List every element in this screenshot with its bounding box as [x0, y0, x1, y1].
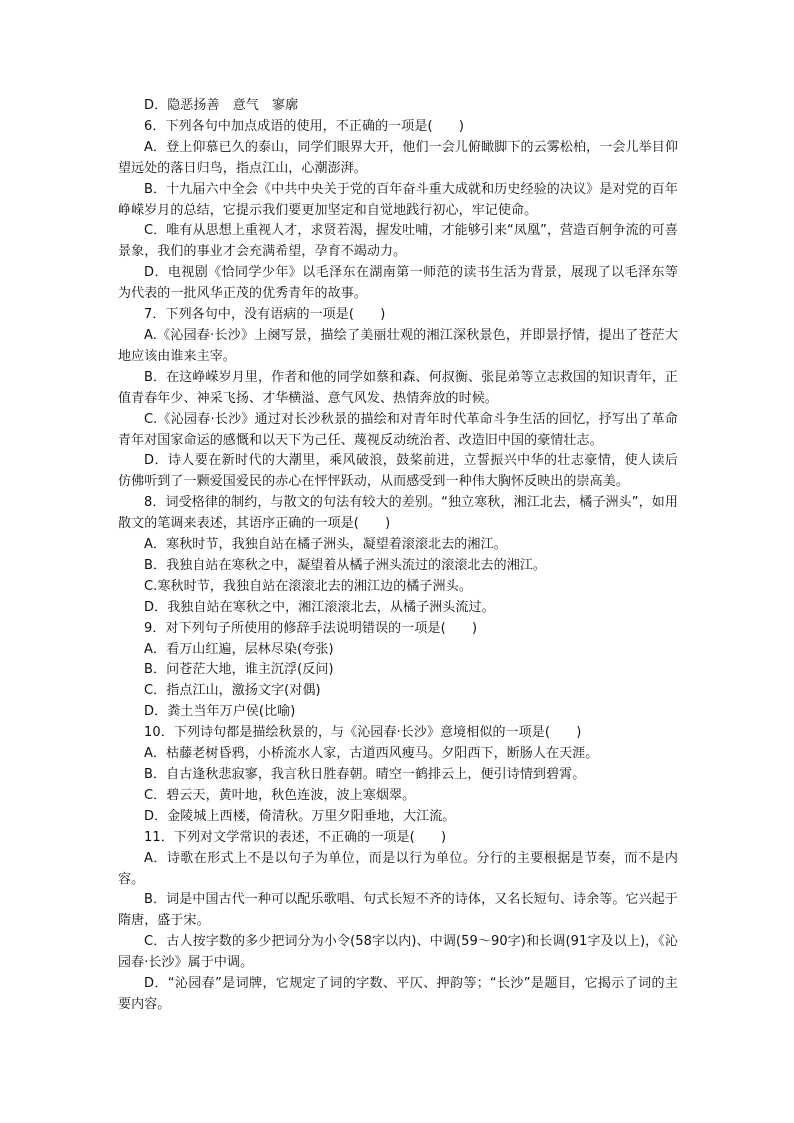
- option-8d: D．我独自站在寒秋之中，湘江滚滚北去，从橘子洲头流过。: [144, 599, 495, 615]
- option-10b: B．自古逢秋悲寂寥，我言秋日胜春朝。晴空一鹤排云上，便引诗情到碧霄。: [144, 767, 586, 782]
- option-11c: C．古人按字数的多少把词分为小令(58字以内)、中调(59～90字)和长调(91字及以上)，《沁园春·长沙》属于中调。: [118, 934, 678, 971]
- option-9a: A．看万山红遍，层林尽染(夸张): [144, 641, 334, 657]
- question-10: 10．下列诗句都是描绘秋景的，与《沁园春·长沙》意境相似的一项是( ): [144, 725, 582, 741]
- option-6d: D．电视剧《恰同学少年》以毛泽东在湖南第一师范的读书生活为背景，展现了以毛泽东等为代表的一批风华正茂的优秀青年的故事。: [118, 265, 678, 302]
- option-11d: D．“沁园春”是词牌，它规定了词的字数、平仄、押韵等；“长沙”是题目，它揭示了词的主要内容。: [118, 976, 678, 1012]
- question-11: 11．下列对文学常识的表述，不正确的一项是( ): [144, 829, 447, 845]
- option-9b: B．问苍茫大地，谁主沉浮(反问): [144, 662, 334, 678]
- question-8: 8．词受格律的制约，与散文的句法有较大的差别。“独立寒秋，湘江北去，橘子洲头”，如用散文的笔调来表述，其语序正确的一项是( ): [118, 495, 678, 532]
- option-6c: C．唯有从思想上重视人才，求贤若渴，握发吐哺，才能够引来“凤凰”，营造百舸争流的可喜景象，我们的事业才会充满希望，孕育不竭动力。: [118, 223, 678, 260]
- option-9d: D．粪土当年万户侯(比喻): [144, 704, 296, 720]
- option-8c: C.寒秋时节，我独自站在滚滚北去的湘江边的橘子洲头。: [144, 578, 472, 594]
- document-body: [118, 96, 678, 1016]
- option-7b: B．在这峥嵘岁月里，作者和他的同学如蔡和森、何叔衡、张昆弟等立志救国的知识青年，正值青春年少、神采飞扬、才华横溢、意气风发、热情奔放的时候。: [118, 369, 678, 406]
- option-10a: A．枯藤老树昏鸦，小桥流水人家，古道西风瘦马。夕阳西下，断肠人在天涯。: [144, 746, 599, 762]
- option-11b: B．词是中国古代一种可以配乐歌唱、句式长短不齐的诗体，又名长短句、诗余等。它兴起于隋唐，盛于宋。: [118, 892, 678, 929]
- option-5d: D．隐恶扬善 意气 寥廓: [144, 98, 299, 113]
- option-7c: C.《沁园春·长沙》通过对长沙秋景的描绘和对青年时代革命斗争生活的回忆，抒写出了革命青年对国家命运的感慨和以天下为己任、蔑视反动统治者、改造旧中国的豪情壮志。: [118, 411, 678, 448]
- question-9: 9．对下列句子所使用的修辞手法说明错误的一项是( ): [144, 620, 478, 636]
- option-8b: B．我独自站在寒秋之中，凝望着从橘子洲头流过的滚滚北去的湘江。: [144, 557, 547, 573]
- option-9c: C．指点江山，激扬文字(对偶): [144, 683, 321, 699]
- option-6b: B．十九届六中全会《中共中央关于党的百年奋斗重大成就和历史经验的决议》是对党的百年峥嵘岁月的总结，它提示我们要更加坚定和自觉地践行初心，牢记使命。: [118, 181, 678, 218]
- option-7a: A.《沁园春·长沙》上阕写景，描绘了美丽壮观的湘江深秋景色，并即景抒情，提出了苍茫大地应该由谁来主宰。: [118, 327, 678, 364]
- option-11a: A．诗歌在形式上不是以句子为单位，而是以行为单位。分行的主要根据是节奏，而不是内容。: [118, 850, 678, 887]
- question-6: 6．下列各句中加点成语的使用，不正确的一项是( ): [144, 118, 465, 134]
- option-7d: D．诗人要在新时代的大潮里，乘风破浪，鼓桨前进，立誓振兴中华的壮志豪情，使人读后仿佛听到了一颗爱国爱民的赤心在怦怦跃动，从而感受到一种伟大胸怀反映出的崇高美。: [118, 453, 678, 490]
- option-10d: D．金陵城上西楼，倚清秋。万里夕阳垂地，大江流。: [144, 808, 456, 824]
- option-10c: C．碧云天，黄叶地，秋色连波，波上寒烟翠。: [144, 787, 416, 803]
- question-7: 7．下列各句中，没有语病的一项是( ): [144, 307, 386, 323]
- option-8a: A．寒秋时节，我独自站在橘子洲头，凝望着滚滚北去的湘江。: [144, 537, 507, 553]
- option-6a: A．登上仰慕已久的泰山，同学们眼界大开，他们一会儿俯瞰脚下的云雾松柏，一会儿举目仰望远处的落日归鸟，指点江山，心潮澎湃。: [118, 139, 678, 176]
